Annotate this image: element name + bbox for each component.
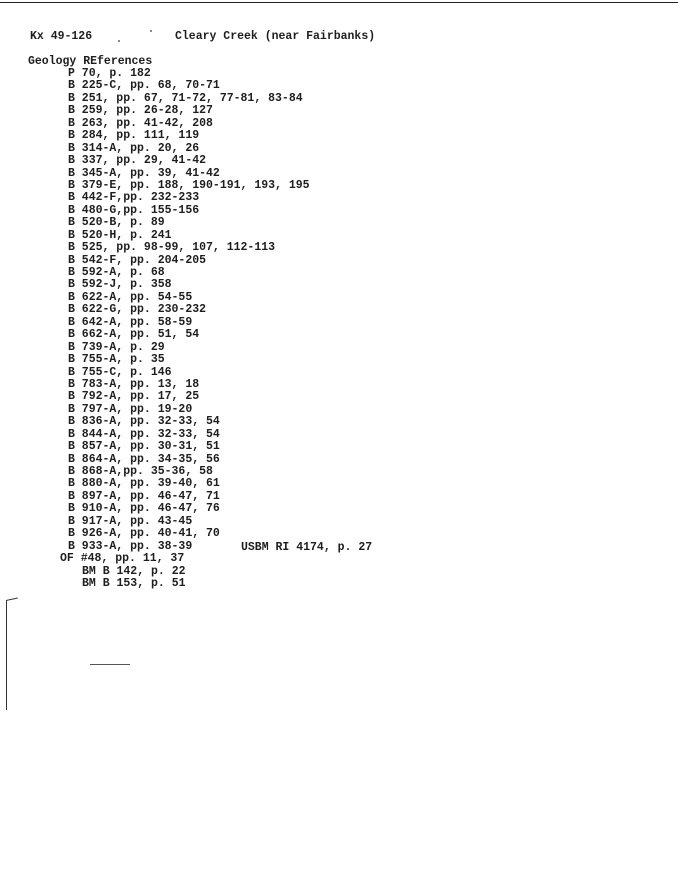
record-code: Kx 49-126 <box>30 30 93 43</box>
reference-item: OF #48, pp. 11, 37 <box>60 552 185 566</box>
reference-item: B 345-A, pp. 39, 41-42 <box>68 166 220 180</box>
reference-item: B 910-A, pp. 46-47, 76 <box>68 502 220 516</box>
reference-item: B 755-C, p. 146 <box>68 365 172 379</box>
reference-item: P 70, p. 182 <box>68 67 151 80</box>
reference-item: B 933-A, pp. 38-39 <box>68 539 193 553</box>
reference-item: B 592-J, p. 358 <box>68 278 172 292</box>
reference-item: B 251, pp. 67, 71-72, 77-81, 83-84 <box>68 91 303 105</box>
reference-item: BM B 153, p. 51 <box>82 576 186 590</box>
reference-item: B 792-A, pp. 17, 25 <box>68 390 200 404</box>
reference-item: B 868-A,pp. 35-36, 58 <box>68 465 213 478</box>
reference-item: B 542-F, pp. 204-205 <box>68 253 207 267</box>
reference-item: B 662-A, pp. 51, 54 <box>68 328 200 342</box>
reference-item: B 797-A, pp. 19-20 <box>68 402 193 416</box>
reference-item: B 739-A, p. 29 <box>68 340 165 354</box>
reference-item: B 755-A, p. 35 <box>68 353 165 367</box>
reference-item: B 864-A, pp. 34-35, 56 <box>68 452 220 466</box>
reference-item: B 857-A, pp. 30-31, 51 <box>68 440 220 454</box>
reference-item: B 225-C, pp. 68, 70-71 <box>68 79 220 93</box>
margin-hook <box>6 598 18 601</box>
reference-item: B 917-A, pp. 43-45 <box>68 514 193 528</box>
section-label: Geology REferences <box>28 55 153 68</box>
reference-item: B 836-A, pp. 32-33, 54 <box>68 415 220 429</box>
reference-item: B 622-G, pp. 230-232 <box>68 303 207 317</box>
reference-list <box>60 67 310 590</box>
reference-item: B 337, pp. 29, 41-42 <box>68 154 207 168</box>
reference-item: B 926-A, pp. 40-41, 70 <box>68 527 220 541</box>
reference-item: B 880-A, pp. 39-40, 61 <box>68 477 220 491</box>
reference-item: B 844-A, pp. 32-33, 54 <box>68 427 220 441</box>
reference-item: B 783-A, pp. 13, 18 <box>68 377 200 391</box>
dash-mark <box>90 664 130 665</box>
reference-item: B 642-A, pp. 58-59 <box>68 315 193 329</box>
reference-item: B 263, pp. 41-42, 208 <box>68 116 213 130</box>
reference-item: B 525, pp. 98-99, 107, 112-113 <box>68 241 276 255</box>
side-note: USBM RI 4174, p. 27 <box>241 541 373 554</box>
reference-item: B 284, pp. 111, 119 <box>68 129 200 143</box>
reference-item: B 314-A, pp. 20, 26 <box>68 141 200 155</box>
reference-item: B 520-B, p. 89 <box>68 216 165 230</box>
reference-item: B 622-A, pp. 54-55 <box>68 290 193 304</box>
reference-item: B 442-F,pp. 232-233 <box>68 191 200 205</box>
speck <box>118 40 120 42</box>
reference-item: B 379-E, pp. 188, 190-191, 193, 195 <box>68 178 310 192</box>
reference-item: BM B 142, p. 22 <box>82 564 186 578</box>
document-title: Cleary Creek (near Fairbanks) <box>175 30 376 43</box>
reference-item: B 897-A, pp. 46-47, 71 <box>68 489 220 503</box>
reference-item: B 592-A, p. 68 <box>68 266 165 279</box>
margin-mark <box>6 600 7 710</box>
reference-item: B 480-G,pp. 155-156 <box>68 203 200 217</box>
reference-item: B 259, pp. 26-28, 127 <box>68 104 213 118</box>
speck <box>150 30 152 32</box>
reference-item: B 520-H, p. 241 <box>68 228 172 242</box>
header <box>30 30 670 50</box>
top-edge-line <box>0 2 678 3</box>
